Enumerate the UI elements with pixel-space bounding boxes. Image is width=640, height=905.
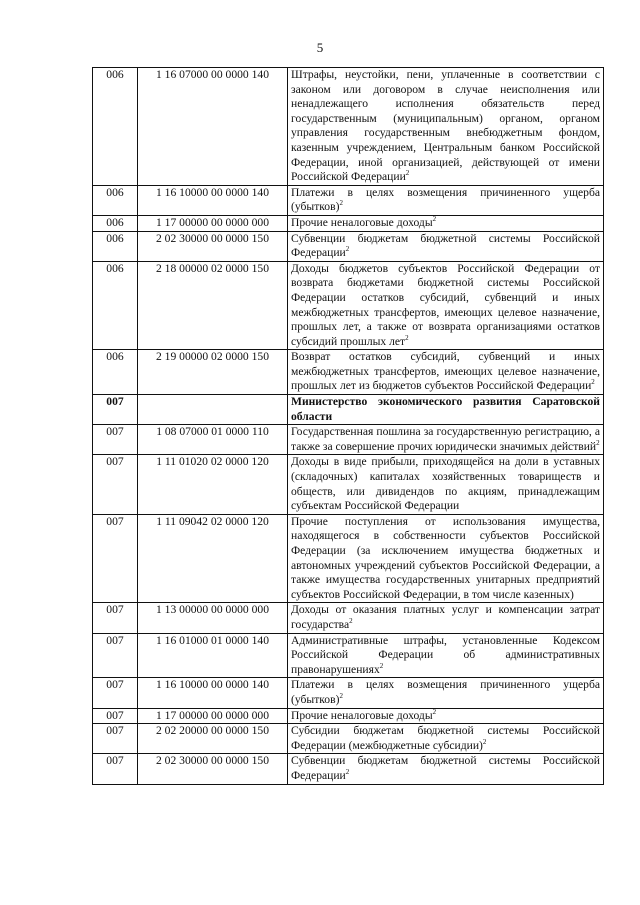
revenue-name-text: Субвенции бюджетам бюджетной системы Российской Федерации: [291, 231, 600, 260]
footnote-marker: 2: [379, 661, 384, 670]
revenue-code-cell: 1 11 09042 02 0000 120: [138, 514, 288, 603]
admin-code-cell: 006: [93, 215, 138, 231]
table-row: [93, 231, 604, 261]
footnote-marker: 2: [432, 707, 437, 716]
revenue-code-cell: 1 08 07000 01 0000 110: [138, 425, 288, 455]
admin-code-cell: 007: [93, 724, 138, 754]
revenue-name-text: Платежи в целях возмещения причиненного ущерба (убытков): [291, 185, 600, 214]
revenue-name-text: Прочие неналоговые доходы: [291, 708, 433, 722]
admin-code-cell: 006: [93, 350, 138, 395]
table-row: [93, 68, 604, 186]
revenue-name-text: Министерство экономического развития Саратовской области: [291, 395, 600, 423]
revenue-name-text: Прочие неналоговые доходы: [291, 215, 433, 229]
revenue-code-cell: 1 13 00000 00 0000 000: [138, 603, 288, 633]
revenue-name-text: Прочие поступления от использования имущества, находящегося в собственности субъектов Российской Федерации (за исключением имущества бюджетных и автономных учреждений субъектов Российской Федерации, а также имущества государственных унитарных предприятий субъектов Российской Федерации, в том числе казенных): [291, 514, 600, 601]
revenue-name-cell: [288, 261, 604, 350]
revenue-name-text: Государственная пошлина за государственную регистрацию, а также за совершение прочих юридически значимых действий: [291, 425, 600, 453]
revenue-code-cell: 1 17 00000 00 0000 000: [138, 708, 288, 724]
footnote-marker: 2: [405, 169, 410, 178]
revenue-code-cell: 2 18 00000 02 0000 150: [138, 261, 288, 350]
revenue-name-cell: [288, 633, 604, 678]
revenue-name-cell: [288, 708, 604, 724]
footnote-marker: 2: [349, 616, 353, 625]
admin-code-cell: 006: [93, 68, 138, 186]
revenue-name-cell: [288, 185, 604, 215]
table-row: [93, 185, 604, 215]
admin-code-cell: 007: [93, 678, 138, 708]
revenue-name-text: Возврат остатков субсидий, субвенций и иных межбюджетных трансфертов, имеющих целевое назначение, прошлых лет из бюджетов субъектов Российской Федерации: [291, 350, 600, 393]
footnote-marker: 2: [345, 767, 350, 776]
revenue-code-cell: 1 17 00000 00 0000 000: [138, 215, 288, 231]
revenue-name-text: Субвенции бюджетам бюджетной системы Российской Федерации: [291, 754, 600, 782]
admin-code-cell: 007: [93, 395, 138, 425]
revenue-name-text: Платежи в целях возмещения причиненного ущерба (убытков): [291, 678, 600, 706]
footnote-marker: 2: [339, 691, 343, 700]
admin-code-cell: 006: [93, 185, 138, 215]
table-body: [93, 68, 604, 785]
revenue-code-cell: 1 16 01000 01 0000 140: [138, 633, 288, 678]
footnote-marker: 2: [432, 214, 437, 223]
revenue-name-cell: [288, 215, 604, 231]
revenue-name-cell: [288, 678, 604, 708]
revenue-name-text: Доходы от оказания платных услуг и компенсации затрат государства: [291, 603, 600, 631]
revenue-name-text: Доходы бюджетов субъектов Российской Федерации от возврата бюджетами бюджетной системы Российской Федерации остатков субсидий, субвенций и иных межбюджетных трансфертов, имеющих целевое назначение, прошлых лет, а также от возврата организациями остатков субсидий прошлых лет: [291, 261, 600, 348]
footnote-marker: 2: [591, 378, 595, 387]
footnote-marker: 2: [345, 245, 350, 254]
footnote-marker: 2: [482, 737, 487, 746]
table-row: [93, 633, 604, 678]
table-row: [93, 215, 604, 231]
revenue-name-text: Административные штрафы, установленные Кодексом Российской Федерации об административных правонарушениях: [291, 633, 600, 676]
admin-code-cell: 007: [93, 425, 138, 455]
table-row: [93, 261, 604, 350]
revenue-name-cell: [288, 350, 604, 395]
revenue-name-cell: [288, 603, 604, 633]
revenue-code-cell: 2 19 00000 02 0000 150: [138, 350, 288, 395]
admin-code-cell: 007: [93, 603, 138, 633]
revenue-name-text: Штрафы, неустойки, пени, уплаченные в соответствии с законом или договором в случае неисполнения или ненадлежащего исполнения обязательств перед государственным (муниципальным) органом, органом управления государственным внебюджетным фондом, казенным учреждением, Центральным банком Российской Федерации, иной организацией, действующей от имени Российской Федерации: [291, 68, 600, 184]
revenue-code-cell: 1 16 10000 00 0000 140: [138, 678, 288, 708]
revenue-name-cell: [288, 68, 604, 186]
revenue-name-cell: [288, 425, 604, 455]
revenue-code-cell: [138, 395, 288, 425]
revenue-code-cell: 2 02 30000 00 0000 150: [138, 754, 288, 784]
revenue-code-cell: 1 16 10000 00 0000 140: [138, 185, 288, 215]
admin-code-cell: 007: [93, 754, 138, 784]
revenue-name-text: Субсидии бюджетам бюджетной системы Российской Федерации (межбюджетные субсидии): [291, 724, 600, 752]
table-row: [93, 603, 604, 633]
page-number: 5: [316, 40, 324, 55]
revenue-name-cell: [288, 395, 604, 425]
revenue-name-cell: [288, 231, 604, 261]
revenue-name-cell: [288, 754, 604, 784]
admin-code-cell: 007: [93, 633, 138, 678]
revenue-name-cell: [288, 724, 604, 754]
table-row: [93, 425, 604, 455]
revenue-code-cell: 2 02 30000 00 0000 150: [138, 231, 288, 261]
table-row: [93, 514, 604, 603]
admin-code-cell: 007: [93, 514, 138, 603]
footnote-marker: 2: [405, 333, 409, 342]
admin-code-cell: 007: [93, 455, 138, 514]
footnote-marker: 2: [339, 199, 343, 208]
admin-code-cell: 006: [93, 261, 138, 350]
revenue-codes-table: [92, 67, 604, 785]
table-row: [93, 395, 604, 425]
admin-code-cell: 006: [93, 231, 138, 261]
footnote-marker: 2: [596, 438, 600, 447]
revenue-name-text: Доходы в виде прибыли, приходящейся на доли в уставных (складочных) капиталах хозяйственных товариществ и обществ, или дивидендов по акциям, принадлежащим субъектам Российской Федерации: [291, 455, 600, 513]
table-row: [93, 678, 604, 708]
revenue-name-cell: [288, 455, 604, 514]
revenue-name-cell: [288, 514, 604, 603]
table-row: [93, 350, 604, 395]
table-row: [93, 754, 604, 784]
revenue-code-cell: 1 16 07000 00 0000 140: [138, 68, 288, 186]
admin-code-cell: 007: [93, 708, 138, 724]
table-row: [93, 724, 604, 754]
revenue-code-cell: 2 02 20000 00 0000 150: [138, 724, 288, 754]
table-row: [93, 708, 604, 724]
revenue-code-cell: 1 11 01020 02 0000 120: [138, 455, 288, 514]
table-row: [93, 455, 604, 514]
